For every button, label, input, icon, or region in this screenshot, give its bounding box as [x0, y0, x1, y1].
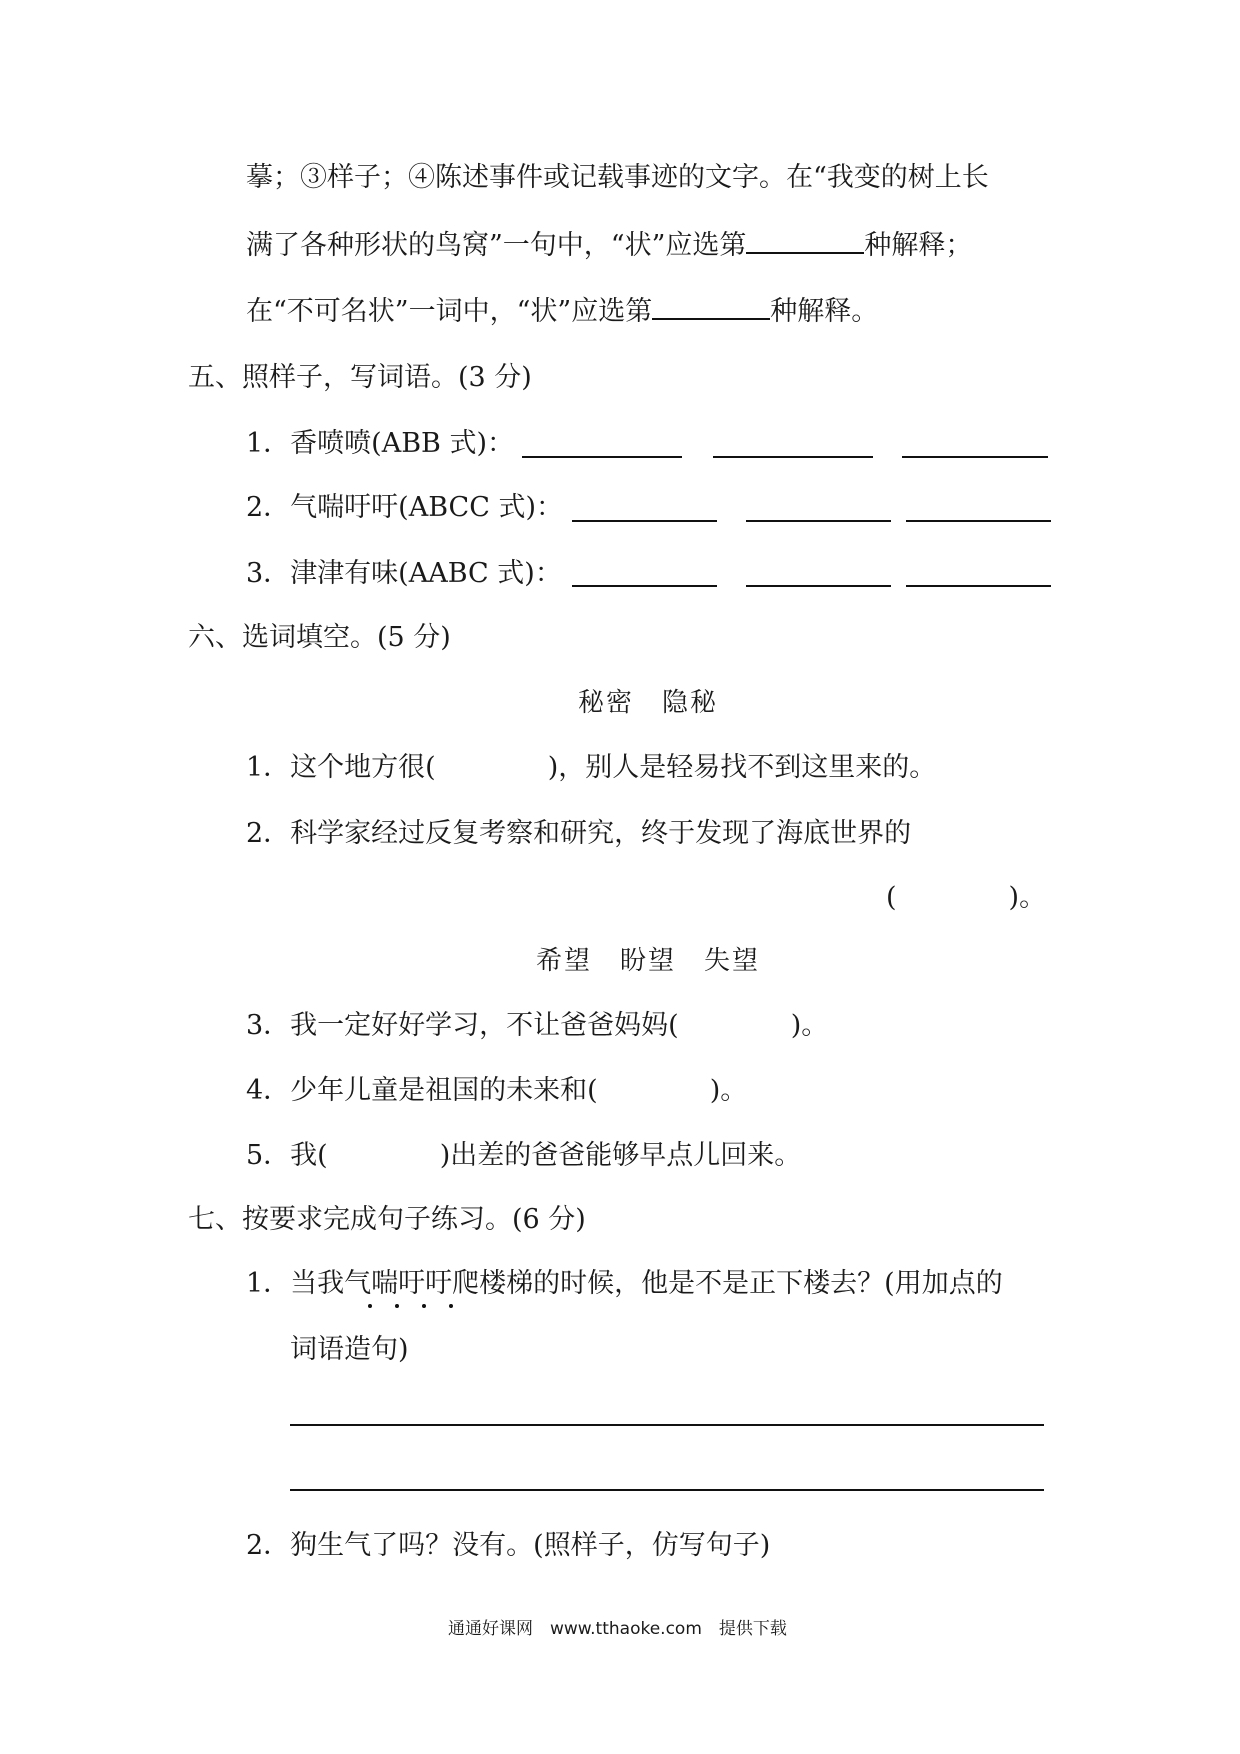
section5-item-3-blank-1[interactable] — [572, 585, 717, 587]
section6-q2-paren-open: ( — [886, 882, 897, 913]
section7-q1-line2: 词语造句) — [290, 1334, 409, 1365]
section5-item-2-blank-1[interactable] — [572, 520, 717, 522]
section6-q2-answer — [886, 880, 1046, 916]
section6-q3-end: )。 — [790, 1010, 829, 1041]
section6-q1 — [246, 750, 936, 786]
section6-q3-start: 3．我一定好好学习，不让爸爸妈妈( — [246, 1010, 679, 1041]
section6-title: 六、选词填空。(5 分) — [188, 622, 451, 653]
text-line-2-end: 种解释； — [864, 230, 973, 261]
emphasis-dot — [395, 1304, 399, 1308]
footer-text: 通通好课网 www.tthaoke.com 提供下载 — [448, 1619, 787, 1639]
section6-q1-start: 1．这个地方很( — [246, 752, 436, 783]
text-line-2 — [246, 228, 972, 264]
answer-blank-1[interactable] — [746, 228, 864, 254]
section6-q2: 2．科学家经过反复考察和研究，终于发现了海底世界的 — [246, 818, 912, 849]
section6-q4 — [246, 1073, 747, 1109]
section6-q5-end: )出差的爸爸能够早点儿回来。 — [439, 1140, 802, 1171]
text-line-3-end: 种解释。 — [770, 296, 879, 327]
word-choices-1: 秘密 隐秘 — [578, 688, 719, 718]
section5-item-1-blank-1[interactable] — [522, 456, 682, 458]
section6-q5-start: 5．我( — [246, 1140, 328, 1171]
answer-blank-2[interactable] — [652, 294, 770, 320]
section5-item-1-blank-3[interactable] — [902, 456, 1048, 458]
section5-item-3-blank-3[interactable] — [906, 585, 1051, 587]
section5-item-3-blank-2[interactable] — [746, 585, 891, 587]
text-line-3-start: 在“不可名状”一词中，“状”应选第 — [246, 296, 653, 327]
section7-q2: 2．狗生气了吗？没有。(照样子，仿写句子) — [246, 1530, 771, 1561]
section5-item-2-label: 2．气喘吁吁(ABCC 式)： — [246, 492, 563, 523]
section5-item-3-label: 3．津津有味(AABC 式)： — [246, 558, 562, 589]
section7-q1-line1: 1．当我气喘吁吁爬楼梯的时候，他是不是正下楼去？(用加点的 — [246, 1268, 1003, 1299]
section7-title: 七、按要求完成句子练习。(6 分) — [188, 1204, 586, 1235]
emphasis-dot — [368, 1304, 372, 1308]
section5-item-1-blank-2[interactable] — [713, 456, 873, 458]
section6-q5 — [246, 1138, 801, 1174]
section6-q4-start: 4．少年儿童是祖国的未来和( — [246, 1075, 598, 1106]
section6-q3 — [246, 1008, 828, 1044]
section6-q1-end: )，别人是轻易找不到这里来的。 — [547, 752, 937, 783]
emphasis-dot — [449, 1304, 453, 1308]
section7-q1-answer-line-1[interactable] — [290, 1424, 1044, 1426]
section5-item-2-blank-3[interactable] — [906, 520, 1051, 522]
text-line-2-start: 满了各种形状的鸟窝”一句中，“状”应选第 — [246, 230, 747, 261]
text-line-1: 摹；③样子；④陈述事件或记载事迹的文字。在“我变的树上长 — [246, 162, 989, 193]
section6-q2-paren-close: )。 — [1008, 882, 1047, 913]
word-choices-2: 希望 盼望 失望 — [536, 946, 761, 976]
section5-title: 五、照样子，写词语。(3 分) — [188, 362, 532, 393]
text-line-3 — [246, 294, 878, 330]
section6-q4-end: )。 — [709, 1075, 748, 1106]
section5-item-2-blank-2[interactable] — [746, 520, 891, 522]
section7-q1-answer-line-2[interactable] — [290, 1489, 1044, 1491]
section5-item-1-label: 1．香喷喷(ABB 式)： — [246, 428, 515, 459]
emphasis-dot — [422, 1304, 426, 1308]
